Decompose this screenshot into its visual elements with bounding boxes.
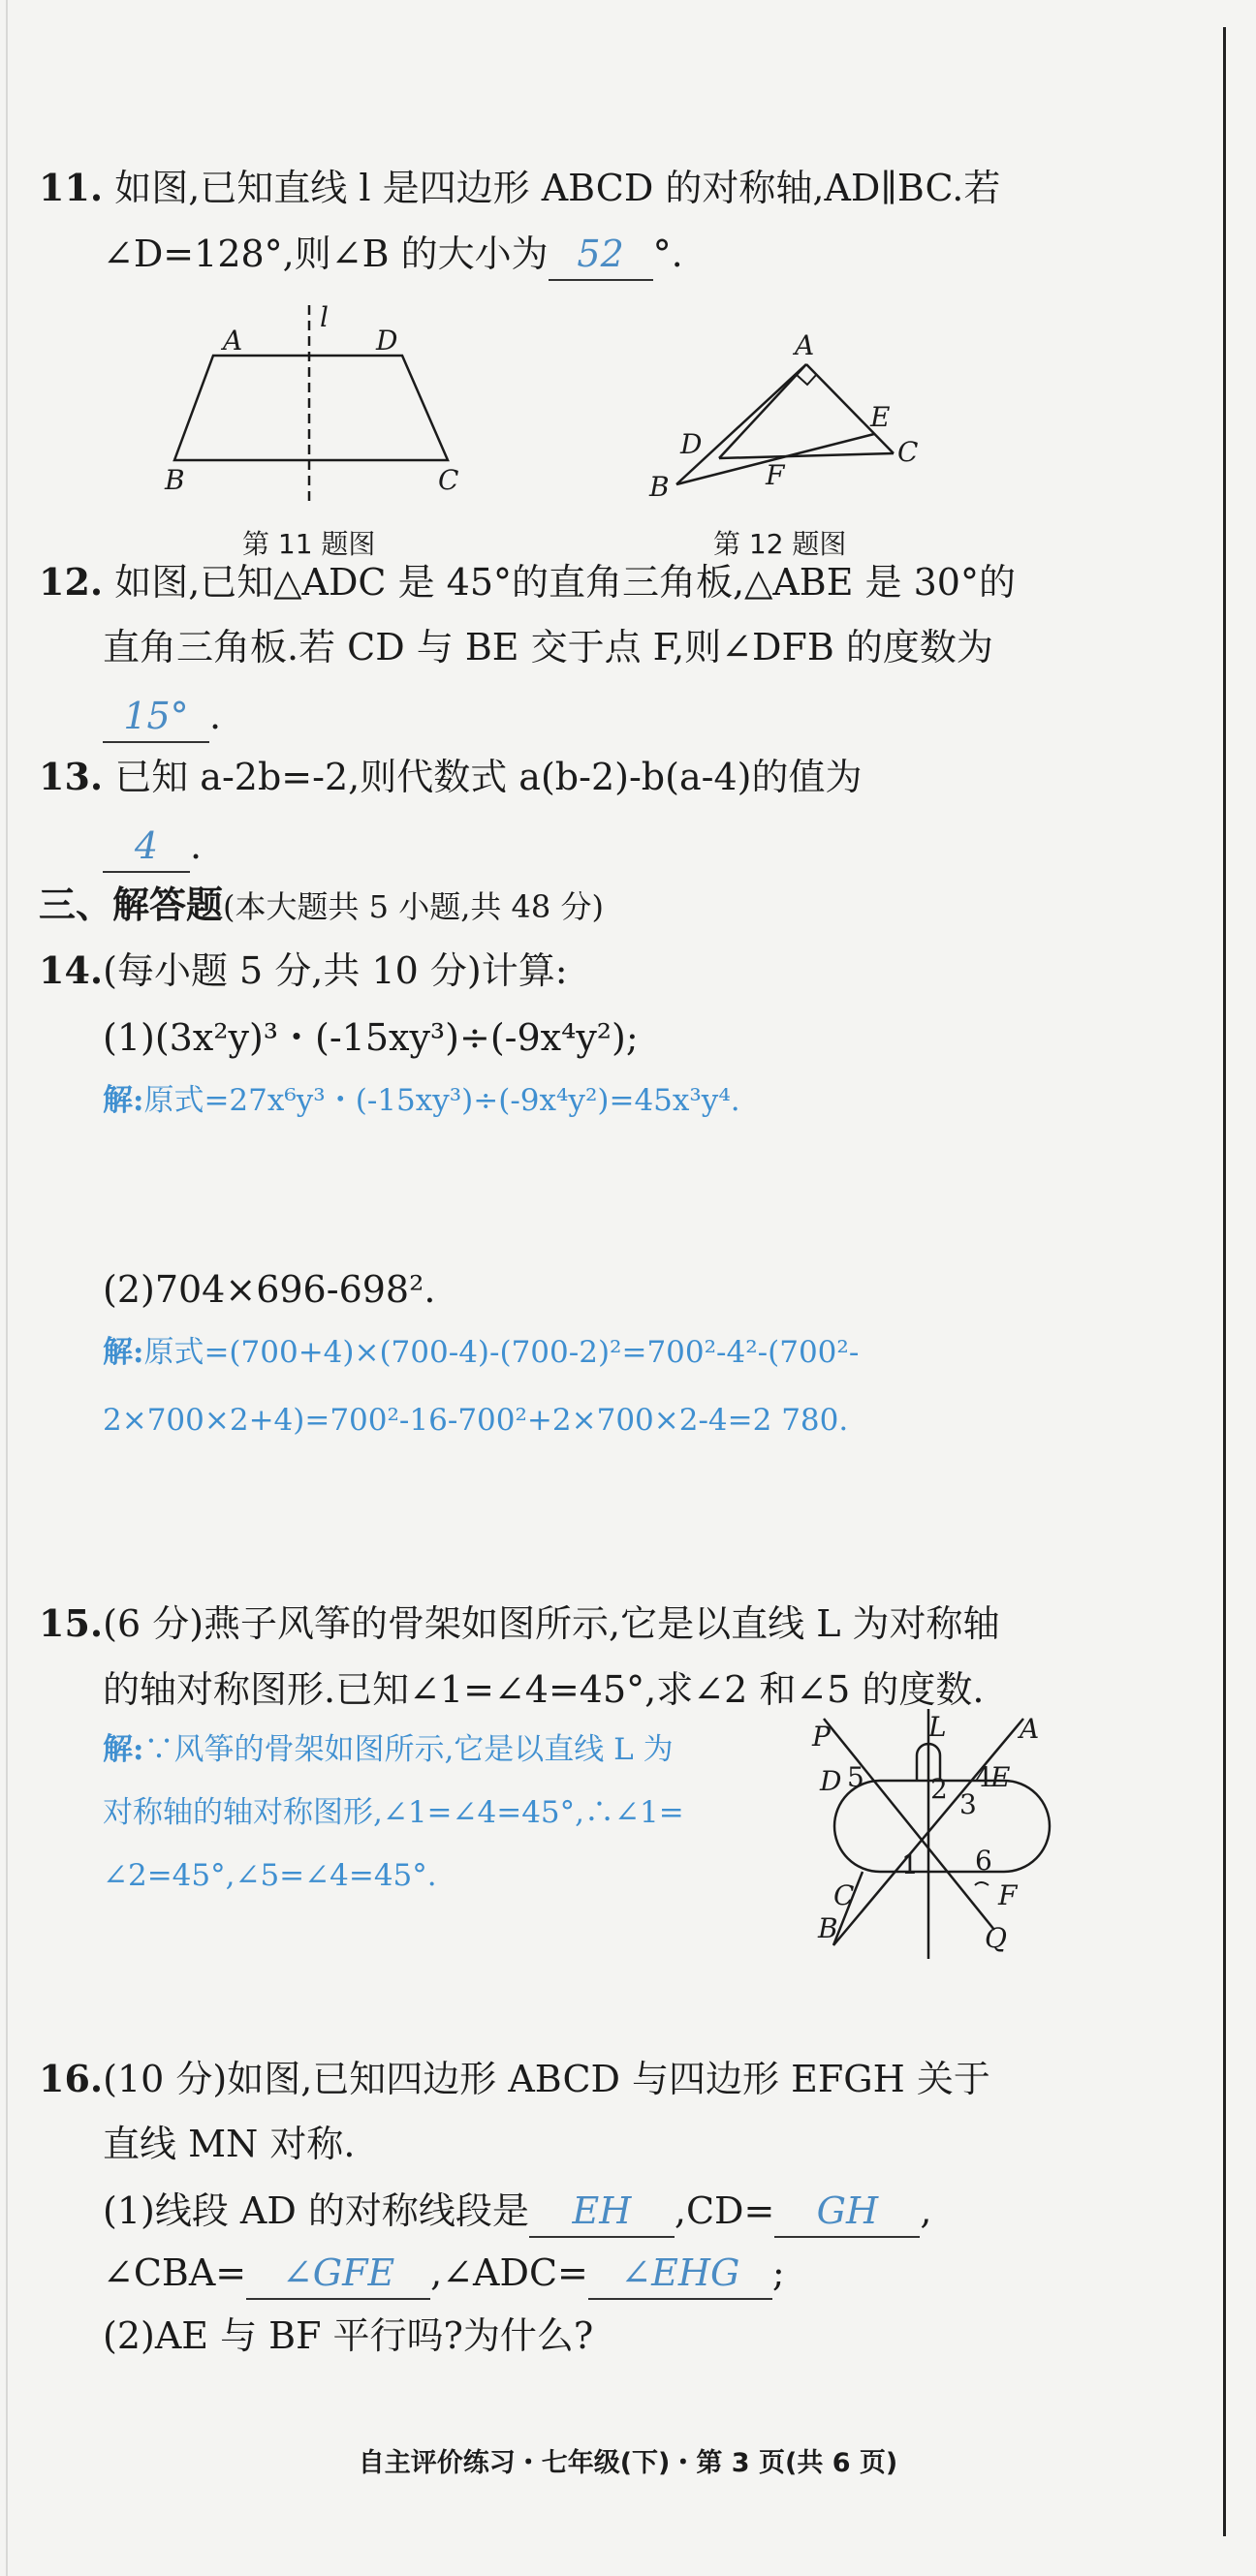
q12-line2 bbox=[103, 622, 993, 672]
q15-solution-line2: 对称轴的轴对称图形,∠1=∠4=45°,∴∠1= bbox=[103, 1795, 684, 1830]
fig12-label-a: A bbox=[795, 329, 815, 361]
figure-11-trapezoid bbox=[155, 295, 523, 518]
q15-line2: 的轴对称图形.已知∠1=∠4=45°,求∠2 和∠5 的度数. bbox=[103, 1668, 985, 1711]
fig15-label-q: Q bbox=[985, 1922, 1007, 1954]
q14-part1: (1)(3x²y)³・(-15xy³)÷(-9x⁴y²); bbox=[103, 1016, 639, 1059]
fig15-angle-4: 4 bbox=[975, 1761, 992, 1793]
q16-part2: (2)AE 与 BF 平行吗?为什么? bbox=[103, 2314, 594, 2357]
fig11-label-d: D bbox=[376, 325, 398, 357]
trapezoid-abcd bbox=[174, 356, 448, 460]
fig15-angle-5: 5 bbox=[847, 1761, 864, 1793]
q11-line1 bbox=[39, 163, 1000, 213]
q14-intro: (每小题 5 分,共 10 分)计算: bbox=[103, 949, 568, 992]
q16-p1-cd: ,CD= bbox=[674, 2189, 775, 2232]
figure-12-caption: 第 12 题图 bbox=[713, 528, 847, 560]
q15-solution-line3: ∠2=45°,∠5=∠4=45°. bbox=[103, 1858, 437, 1893]
q15-solution-line1 bbox=[103, 1724, 674, 1775]
fig12-label-f: F bbox=[766, 459, 785, 491]
q15-number: 15. bbox=[39, 1601, 104, 1645]
q16-p1-adc: ,∠ADC= bbox=[430, 2251, 588, 2294]
q16-p1-semicolon: ; bbox=[771, 2251, 785, 2294]
q14-p1-solution-text: 原式=27x⁶y³・(-15xy³)÷(-9x⁴y²)=45x³y⁴. bbox=[143, 1083, 740, 1118]
q12-answer: 15° bbox=[103, 691, 209, 743]
fig15-angle-2: 2 bbox=[930, 1773, 948, 1805]
q12-line1 bbox=[39, 557, 1016, 607]
fig15-label-c: C bbox=[833, 1879, 855, 1911]
q16-text: (10 分)如图,已知四边形 ABCD 与四边形 EFGH 关于 bbox=[103, 2058, 990, 2100]
q16-line1 bbox=[39, 2054, 990, 2104]
q12-line3 bbox=[103, 691, 221, 743]
fig15-label-e: E bbox=[990, 1761, 1011, 1793]
q12-text3: . bbox=[209, 695, 222, 737]
section3-heading bbox=[39, 880, 604, 932]
section3-title: 三、解答题 bbox=[39, 883, 224, 926]
q11-line2 bbox=[103, 229, 683, 281]
q13-text2: . bbox=[190, 824, 203, 867]
q16-answer-cd: GH bbox=[774, 2186, 920, 2238]
q13-number: 13. bbox=[39, 755, 104, 798]
q11-answer: 52 bbox=[549, 229, 653, 281]
q14-part2: (2)704×696-698². bbox=[103, 1268, 436, 1311]
q14-p2-solution-label: 解: bbox=[103, 1335, 144, 1370]
fig15-label-a: A bbox=[1020, 1713, 1040, 1745]
q16-p1-cba: ∠CBA= bbox=[103, 2251, 247, 2294]
q14-part2-solution-line1 bbox=[103, 1327, 859, 1378]
q14-p1-solution-label: 解: bbox=[103, 1083, 144, 1118]
q16-part1-line1 bbox=[103, 2186, 931, 2238]
fig11-label-a: A bbox=[223, 325, 243, 357]
page-edge bbox=[6, 0, 8, 2576]
fig15-label-l: L bbox=[928, 1711, 947, 1743]
q16-answer-ad: EH bbox=[529, 2186, 675, 2238]
page-border-line bbox=[1223, 27, 1226, 2536]
q16-p1-text: (1)线段 AD 的对称线段是 bbox=[103, 2189, 529, 2232]
figure-12-triangles bbox=[649, 329, 959, 513]
fig12-label-b: B bbox=[649, 471, 670, 503]
q15-text: (6 分)燕子风筝的骨架如图所示,它是以直线 L 为对称轴 bbox=[103, 1602, 1000, 1645]
fig12-label-d: D bbox=[680, 428, 703, 460]
fig15-angle-1: 1 bbox=[901, 1848, 919, 1880]
q16-line2: 直线 MN 对称. bbox=[103, 2123, 356, 2165]
fig15-angle-3: 3 bbox=[959, 1788, 977, 1820]
fig15-label-p: P bbox=[812, 1721, 831, 1753]
q15-line1 bbox=[39, 1598, 1000, 1649]
q13-line1 bbox=[39, 752, 862, 802]
fig12-label-e: E bbox=[870, 401, 891, 433]
q16-part1-line2 bbox=[103, 2248, 785, 2300]
q12-number: 12. bbox=[39, 560, 104, 604]
page-footer: 自主评价练习・七年级(下)・第 3 页(共 6 页) bbox=[358, 2448, 898, 2478]
q11-text: 如图,已知直线 l 是四边形 ABCD 的对称轴,AD∥BC.若 bbox=[114, 167, 1001, 209]
fig15-label-d: D bbox=[820, 1765, 842, 1797]
q16-p1-comma: , bbox=[920, 2189, 932, 2232]
q14-p2-solution-text1: 原式=(700+4)×(700-4)-(700-2)²=700²-4²-(700²- bbox=[143, 1335, 860, 1370]
fig11-label-c: C bbox=[438, 464, 459, 496]
q12-text2: 直角三角板.若 CD 与 BE 交于点 F,则∠DFB 的度数为 bbox=[103, 626, 993, 668]
section3-note: (本大题共 5 小题,共 48 分) bbox=[223, 888, 604, 925]
q14-part1-solution bbox=[103, 1075, 740, 1126]
q11-text2: ∠D=128°,则∠B 的大小为 bbox=[103, 233, 549, 275]
q14-line1 bbox=[39, 946, 568, 996]
q14-part2-solution-line2: 2×700×2+4)=700²-16-700²+2×700×2-4=2 780. bbox=[103, 1403, 849, 1438]
fig11-label-b: B bbox=[165, 464, 185, 496]
q16-answer-adc: ∠EHG bbox=[588, 2248, 772, 2300]
q16-answer-cba: ∠GFE bbox=[246, 2248, 430, 2300]
q11-number: 11. bbox=[39, 166, 104, 209]
figure-15-kite bbox=[804, 1705, 1056, 1976]
q15-solution-text1: ∵风筝的骨架如图所示,它是以直线 L 为 bbox=[143, 1732, 674, 1767]
fig15-label-f: F bbox=[998, 1879, 1018, 1911]
q15-solution-label: 解: bbox=[103, 1732, 144, 1767]
figure-11-caption: 第 11 题图 bbox=[242, 528, 376, 560]
q12-text: 如图,已知△ADC 是 45°的直角三角板,△ABE 是 30°的 bbox=[114, 561, 1016, 604]
q13-line2 bbox=[103, 821, 202, 873]
q16-number: 16. bbox=[39, 2057, 104, 2100]
q11-text3: °. bbox=[652, 233, 683, 275]
q14-number: 14. bbox=[39, 948, 104, 992]
fig15-angle-6: 6 bbox=[975, 1845, 992, 1877]
q13-answer: 4 bbox=[103, 821, 190, 873]
fig15-label-b: B bbox=[818, 1912, 838, 1944]
fig12-label-c: C bbox=[897, 436, 919, 468]
fig11-label-l: l bbox=[320, 301, 329, 333]
q13-text: 已知 a-2b=-2,则代数式 a(b-2)-b(a-4)的值为 bbox=[114, 756, 863, 798]
